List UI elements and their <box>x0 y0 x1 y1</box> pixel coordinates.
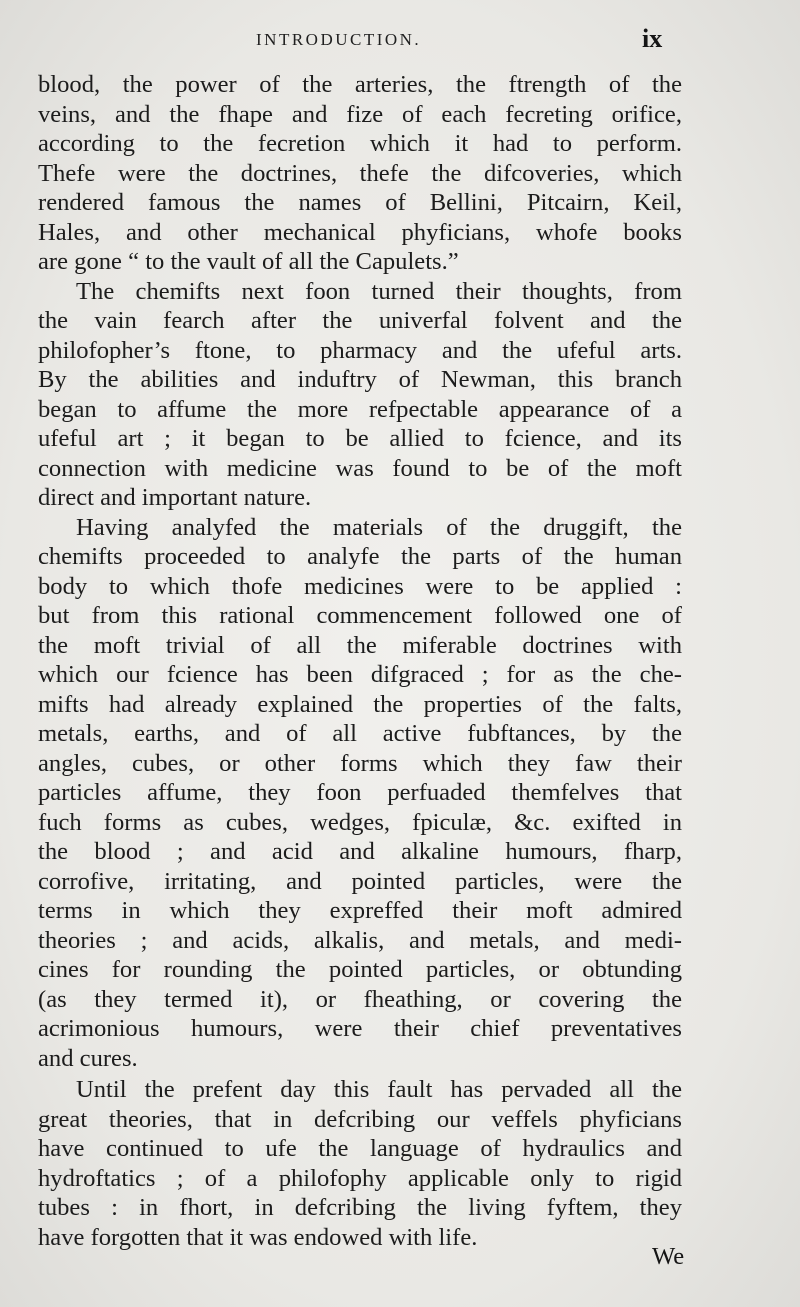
text-line: began to affume the more refpectable appearance of a <box>38 395 682 423</box>
text-line: and cures. <box>38 1044 138 1072</box>
text-line: have forgotten that it was endowed with life. <box>38 1223 478 1251</box>
text-line: fuch forms as cubes, wedges, fpiculæ, &c. exifted in <box>38 808 682 836</box>
paragraph <box>38 70 682 277</box>
paragraph <box>38 1075 682 1252</box>
text-line: Until the prefent day this fault has pervaded all the <box>76 1076 682 1103</box>
text-line: rendered famous the names of Bellini, Pitcairn, Keil, <box>38 189 682 216</box>
text-line: hydroftatics ; of a philofophy applicable only to rigid <box>38 1164 682 1192</box>
text-line: have continued to ufe the language of hydraulics and <box>38 1135 682 1162</box>
text-line: angles, cubes, or other forms which they faw their <box>38 749 682 777</box>
text-line: tubes : in fhort, in defcribing the living fyftem, they <box>38 1194 682 1221</box>
text-line: but from this rational commencement followed one of <box>38 602 682 629</box>
paragraph <box>38 513 682 1074</box>
text-line: Hales, and other mechanical phyficians, whofe books <box>38 218 682 246</box>
text-line: are gone “ to the vault of all the Capulets.” <box>38 248 459 275</box>
text-line: direct and important nature. <box>38 484 312 511</box>
text-line: blood, the power of the arteries, the ftrength of the <box>38 71 682 98</box>
text-line: Thefe were the doctrines, thefe the difcoveries, which <box>38 159 682 187</box>
page-number: ix <box>642 24 663 53</box>
text-line: (as they termed it), or fheathing, or covering the <box>38 985 682 1013</box>
text-line: the moft trivial of all the miferable doctrines with <box>38 631 682 659</box>
text-line: according to the fecretion which it had to perform. <box>38 130 682 157</box>
text-line: particles affume, they foon perfuaded themfelves that <box>38 779 682 806</box>
running-head <box>0 24 800 54</box>
text-line: theories ; and acids, alkalis, and metals, and medi- <box>38 926 682 954</box>
text-line: connection with medicine was found to be of the moft <box>38 454 682 482</box>
text-line: acrimonious humours, were their chief preventatives <box>38 1015 682 1042</box>
text-line: The chemifts next foon turned their thoughts, from <box>76 277 682 305</box>
text-line: body to which thofe medicines were to be applied : <box>38 572 682 600</box>
text-line: the blood ; and acid and alkaline humours, fharp, <box>38 838 682 865</box>
text-line: veins, and the fhape and fize of each fecreting orifice, <box>38 100 682 128</box>
body-text <box>38 70 682 1252</box>
running-title: INTRODUCTION. <box>256 30 422 49</box>
text-line: which our fcience has been difgraced ; for as the che- <box>38 661 682 688</box>
text-line: metals, earths, and of all active fubftances, by the <box>38 720 682 747</box>
text-line: By the abilities and induftry of Newman, this branch <box>38 366 682 393</box>
text-line: philofopher’s ftone, to pharmacy and the ufeful arts. <box>38 336 682 364</box>
text-line: cines for rounding the pointed particles, or obtunding <box>38 956 682 983</box>
text-line: Having analyfed the materials of the druggift, the <box>76 513 682 541</box>
text-line: corrofive, irritating, and pointed particles, were the <box>38 867 682 895</box>
text-line: the vain fearch after the univerfal folvent and the <box>38 307 682 334</box>
text-line: terms in which they expreffed their moft admired <box>38 897 682 924</box>
text-line: mifts had already explained the properties of the falts, <box>38 690 682 718</box>
catchword: We <box>652 1243 685 1270</box>
paragraph <box>38 277 682 513</box>
text-line: chemifts proceeded to analyfe the parts of the human <box>38 543 682 570</box>
text-line: great theories, that in defcribing our veffels phyficians <box>38 1105 682 1133</box>
text-line: ufeful art ; it began to be allied to fcience, and its <box>38 425 682 452</box>
